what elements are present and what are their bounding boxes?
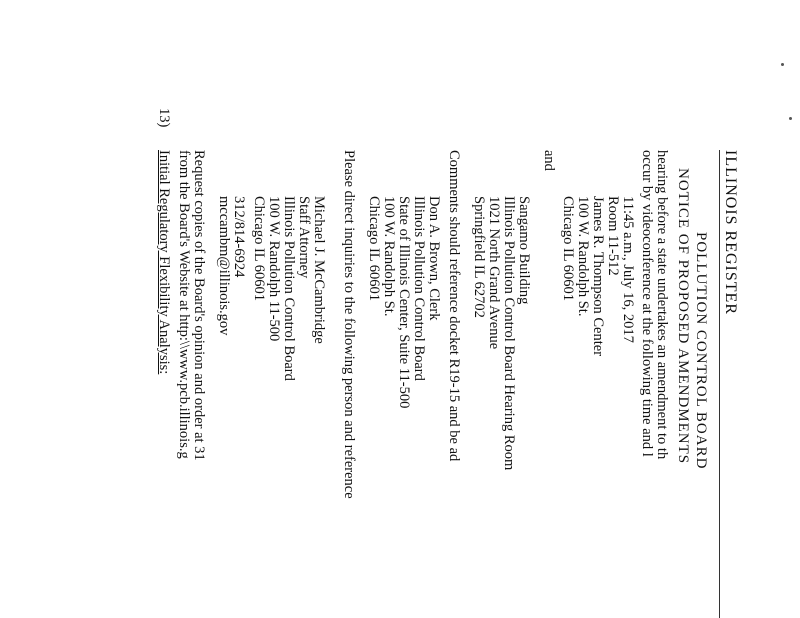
location-name: James R. Thompson Center bbox=[590, 196, 606, 357]
location-street: 100 W. Randolph St. bbox=[575, 196, 591, 317]
contact-organization: Illinois Pollution Control Board bbox=[281, 196, 297, 381]
location-name: Sangamo Building bbox=[516, 196, 532, 305]
contact-street: 100 W. Randolph 11-500 bbox=[266, 196, 282, 342]
register-title: ILLINOIS REGISTER bbox=[722, 150, 739, 315]
contact-title: Staff Attorney bbox=[296, 196, 312, 279]
request-copies-line: from the Board's Website at http:\\www.pcb.illinois.g bbox=[176, 150, 192, 459]
location-street: 1021 North Grand Avenue bbox=[486, 196, 502, 350]
clerk-name: Don A. Brown, Clerk bbox=[426, 196, 442, 321]
and-connector: and bbox=[541, 150, 557, 171]
agency-heading: POLLUTION CONTROL BOARD bbox=[693, 232, 709, 470]
intro-line: occur by videoconference at the following time and l bbox=[639, 150, 655, 457]
hearing-time: 11:45 a.m., July 16, 2017 bbox=[620, 196, 636, 343]
section-number: 13) bbox=[156, 108, 172, 128]
clerk-building: State of Illinois Center, Suite 11-500 bbox=[396, 196, 412, 409]
clerk-street: 100 W. Randolph St. bbox=[381, 196, 397, 317]
comments-instruction: Comments should reference docket R19-15 and be ad bbox=[446, 150, 462, 462]
contact-city: Chicago IL 60601 bbox=[251, 196, 267, 301]
inquiries-instruction: Please direct inquiries to the following person and reference bbox=[341, 150, 357, 499]
clerk-organization: Illinois Pollution Control Board bbox=[411, 196, 427, 381]
hearing-room: Room 11-512 bbox=[605, 196, 621, 276]
contact-name: Michael J. McCambridge bbox=[311, 196, 327, 344]
section-title: Initial Regulatory Flexibility Analysis: bbox=[156, 150, 172, 375]
intro-line: hearing before a state undertakes an amendment to th bbox=[654, 150, 670, 460]
contact-phone: 312/814-6924 bbox=[231, 196, 247, 278]
notice-heading: NOTICE OF PROPOSED AMENDMENTS bbox=[675, 168, 691, 465]
request-copies-line: Request copies of the Board's opinion and order at 31 bbox=[191, 150, 207, 461]
location-room: Illinois Pollution Control Board Hearing Room bbox=[501, 196, 517, 471]
contact-email: mccambm@illinois.gov bbox=[216, 196, 232, 336]
location-city: Springfield IL 62702 bbox=[471, 196, 487, 318]
clerk-city: Chicago IL 60601 bbox=[366, 196, 382, 301]
header-rule bbox=[719, 150, 720, 618]
location-city: Chicago IL 60601 bbox=[560, 196, 576, 301]
